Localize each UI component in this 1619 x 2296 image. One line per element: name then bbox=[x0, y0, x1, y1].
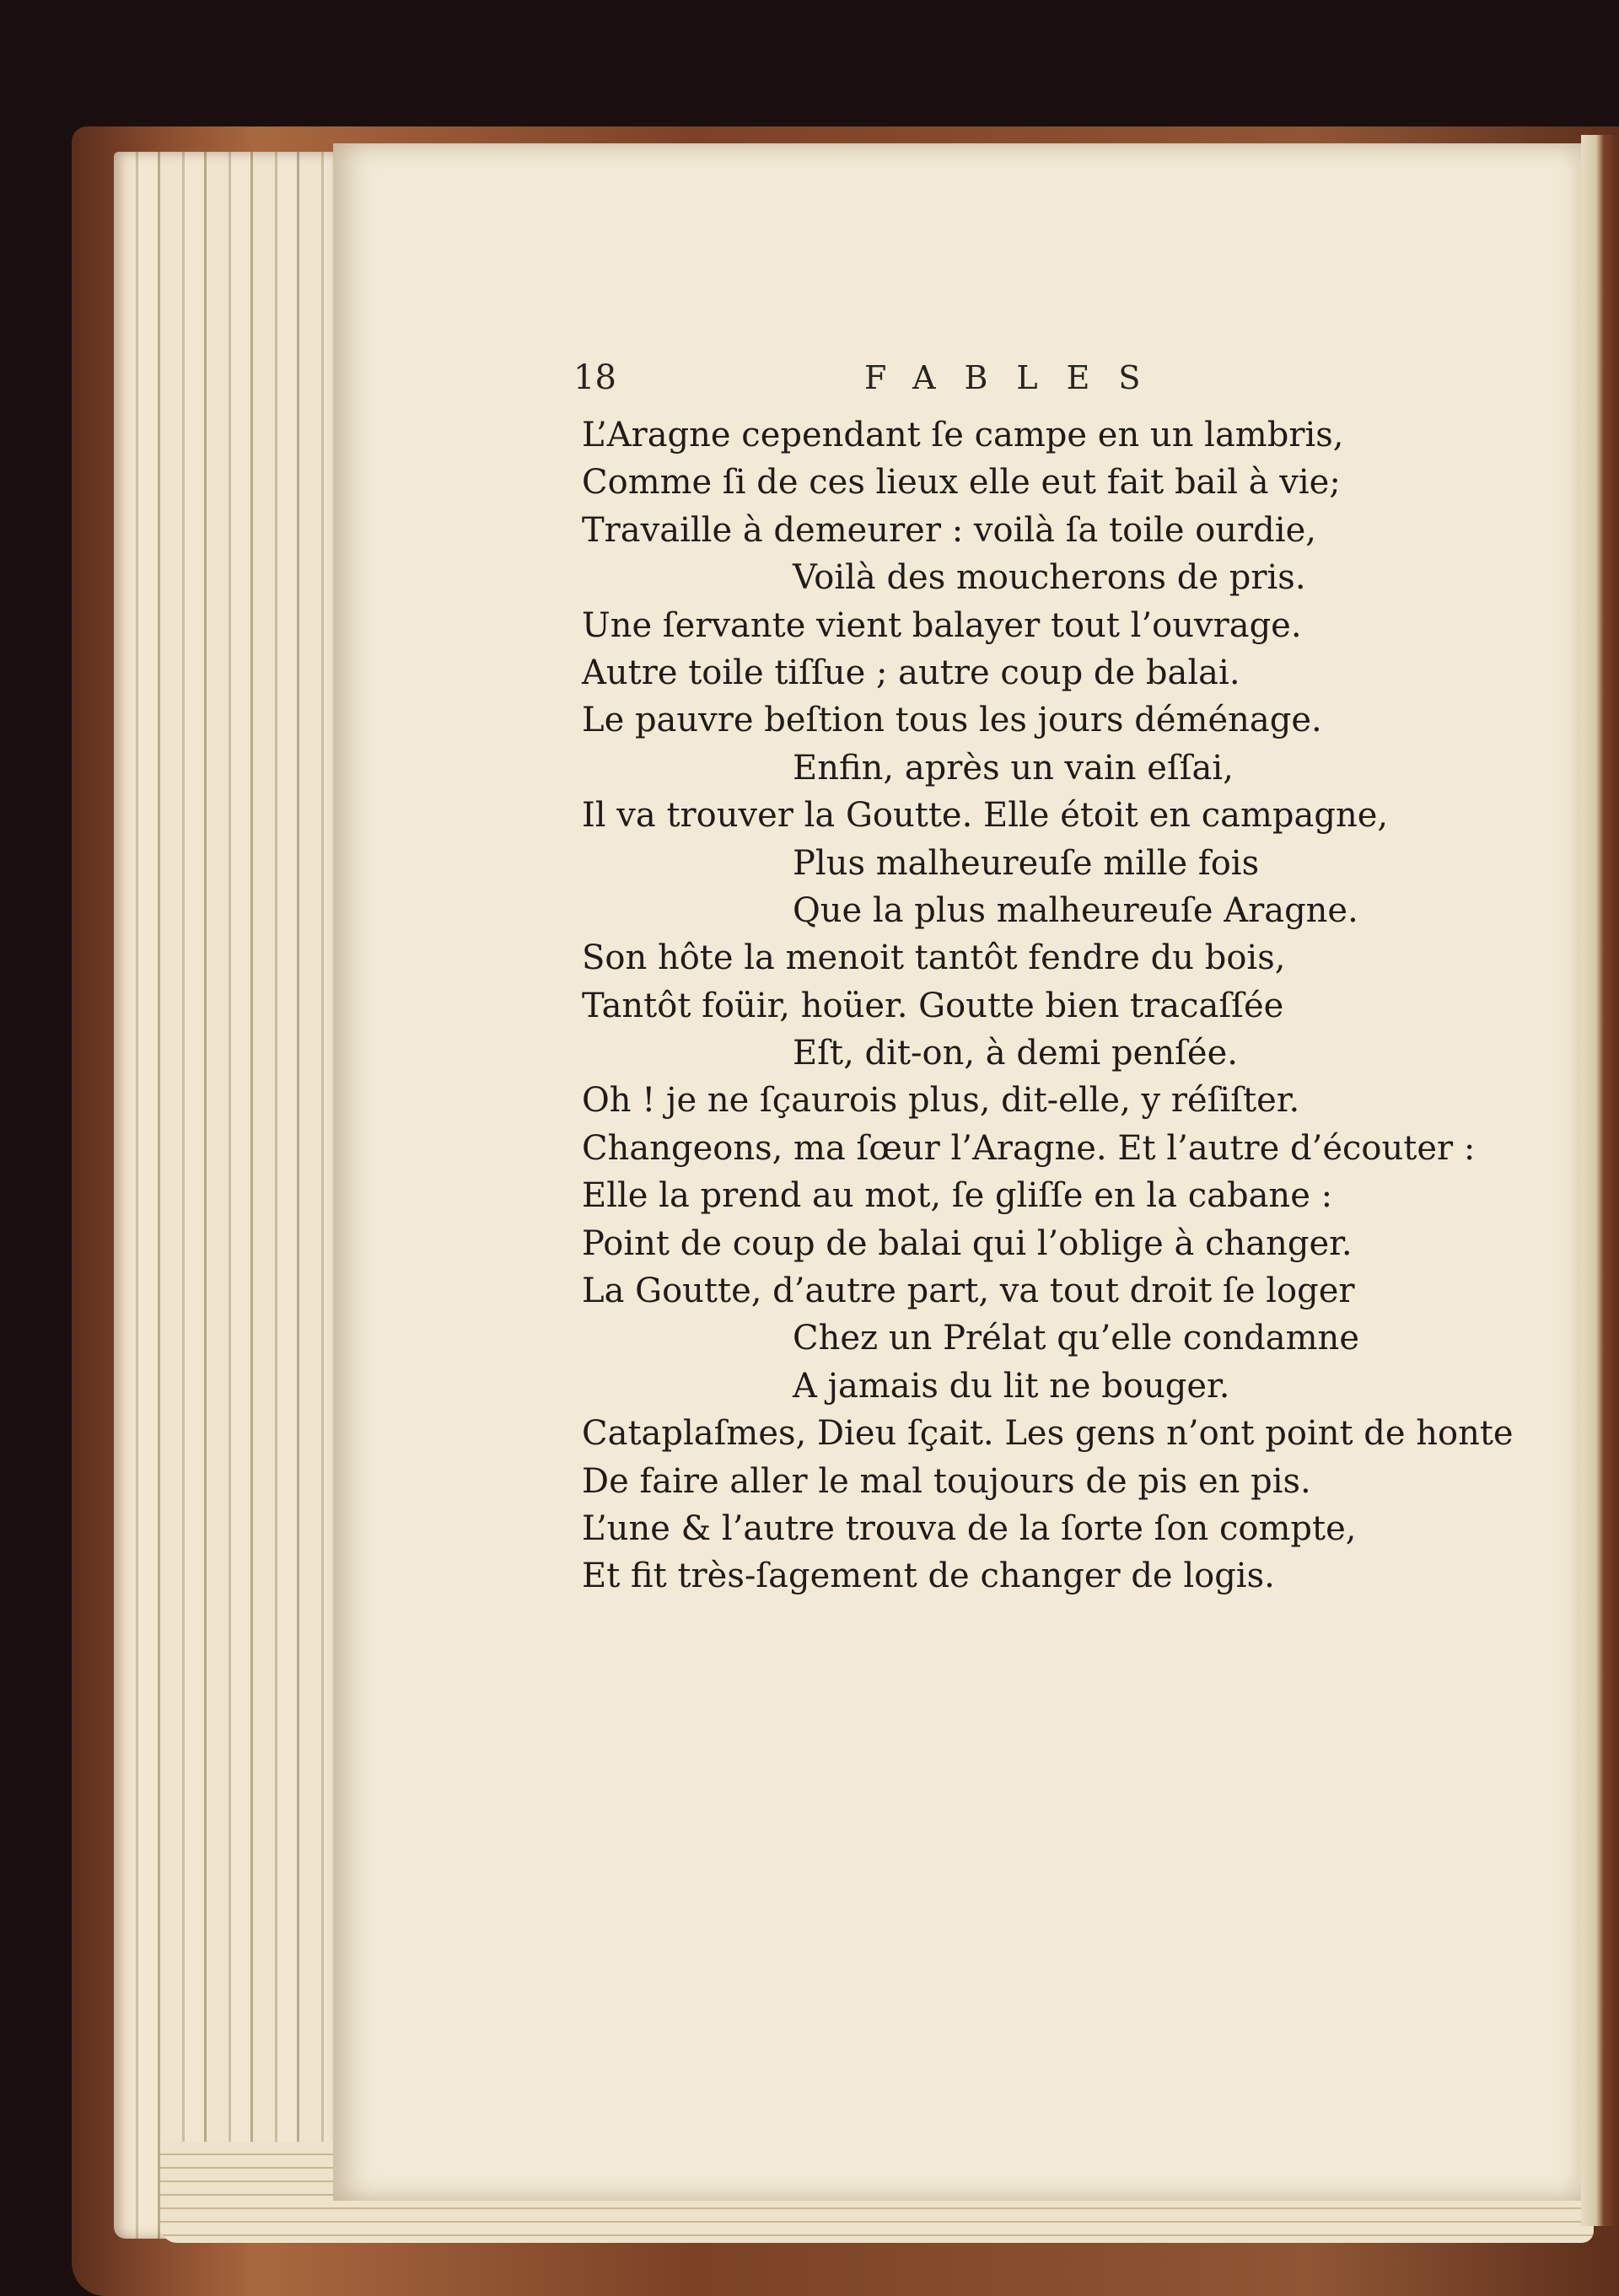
verse-line: Elle la prend au mot, ſe gliſſe en la cabane : bbox=[582, 1176, 1333, 1216]
verse-line: Chez un Prélat qu’elle condamne bbox=[793, 1319, 1359, 1358]
verse-line: Oh ! je ne ſçaurois plus, dit-elle, y réſiſter. bbox=[582, 1081, 1300, 1121]
verse-line: Point de coup de balai qui l’oblige à changer. bbox=[582, 1223, 1353, 1263]
page-header bbox=[573, 352, 1265, 403]
verse-line: Enfin, après un vain eſſai, bbox=[793, 748, 1234, 788]
verse-line: Il va trouver la Goutte. Elle étoit en campagne, bbox=[582, 796, 1389, 836]
facing-page-edge bbox=[1581, 135, 1619, 2226]
verse-line: A jamais du lit ne bouger. bbox=[793, 1366, 1230, 1406]
verse-line: De faire aller le mal toujours de pis en pis. bbox=[582, 1461, 1311, 1501]
verse-line: Eſt, dit-on, à demi penſée. bbox=[793, 1034, 1238, 1073]
running-title: FABLES bbox=[864, 359, 1170, 396]
verse-line: Le pauvre beſtion tous les jours déménage. bbox=[582, 701, 1322, 740]
verse-line: Tantôt foüir, hoüer. Goutte bien tracaſſée bbox=[582, 986, 1284, 1025]
verse-line: Comme ſi de ces lieux elle eut fait bail à vie; bbox=[582, 463, 1341, 503]
verse-line: La Goutte, d’autre part, va tout droit ſe loger bbox=[582, 1272, 1355, 1311]
verse-line: Son hôte la menoit tantôt fendre du bois, bbox=[582, 938, 1286, 978]
verse-line: Que la plus malheureuſe Aragne. bbox=[793, 890, 1358, 930]
verse-line: Et fit très-ſagement de changer de logis. bbox=[582, 1557, 1275, 1596]
verse-line: Travaille à demeurer : voilà ſa toile ourdie, bbox=[582, 510, 1316, 550]
page-edges-left bbox=[114, 152, 333, 2239]
verse-line: Plus malheureuſe mille fois bbox=[793, 843, 1260, 883]
verse-line: Une ſervante vient balayer tout l’ouvrage. bbox=[582, 605, 1302, 645]
verse-line: L’Aragne cependant ſe campe en un lambris, bbox=[582, 416, 1344, 454]
verse-line: Autre toile tiſſue ; autre coup de balai. bbox=[582, 653, 1240, 692]
verse-line: L’une & l’autre trouva de la ſorte ſon compte, bbox=[582, 1508, 1357, 1548]
verse-text bbox=[582, 411, 1560, 1600]
verse-line: Voilà des moucherons de pris. bbox=[793, 558, 1306, 598]
verse-line: Cataplaſmes, Dieu ſçait. Les gens n’ont point de honte bbox=[582, 1414, 1514, 1454]
page-number: 18 bbox=[573, 358, 616, 397]
verse-line: Changeons, ma ſœur l’Aragne. Et l’autre d’écouter : bbox=[582, 1128, 1476, 1168]
